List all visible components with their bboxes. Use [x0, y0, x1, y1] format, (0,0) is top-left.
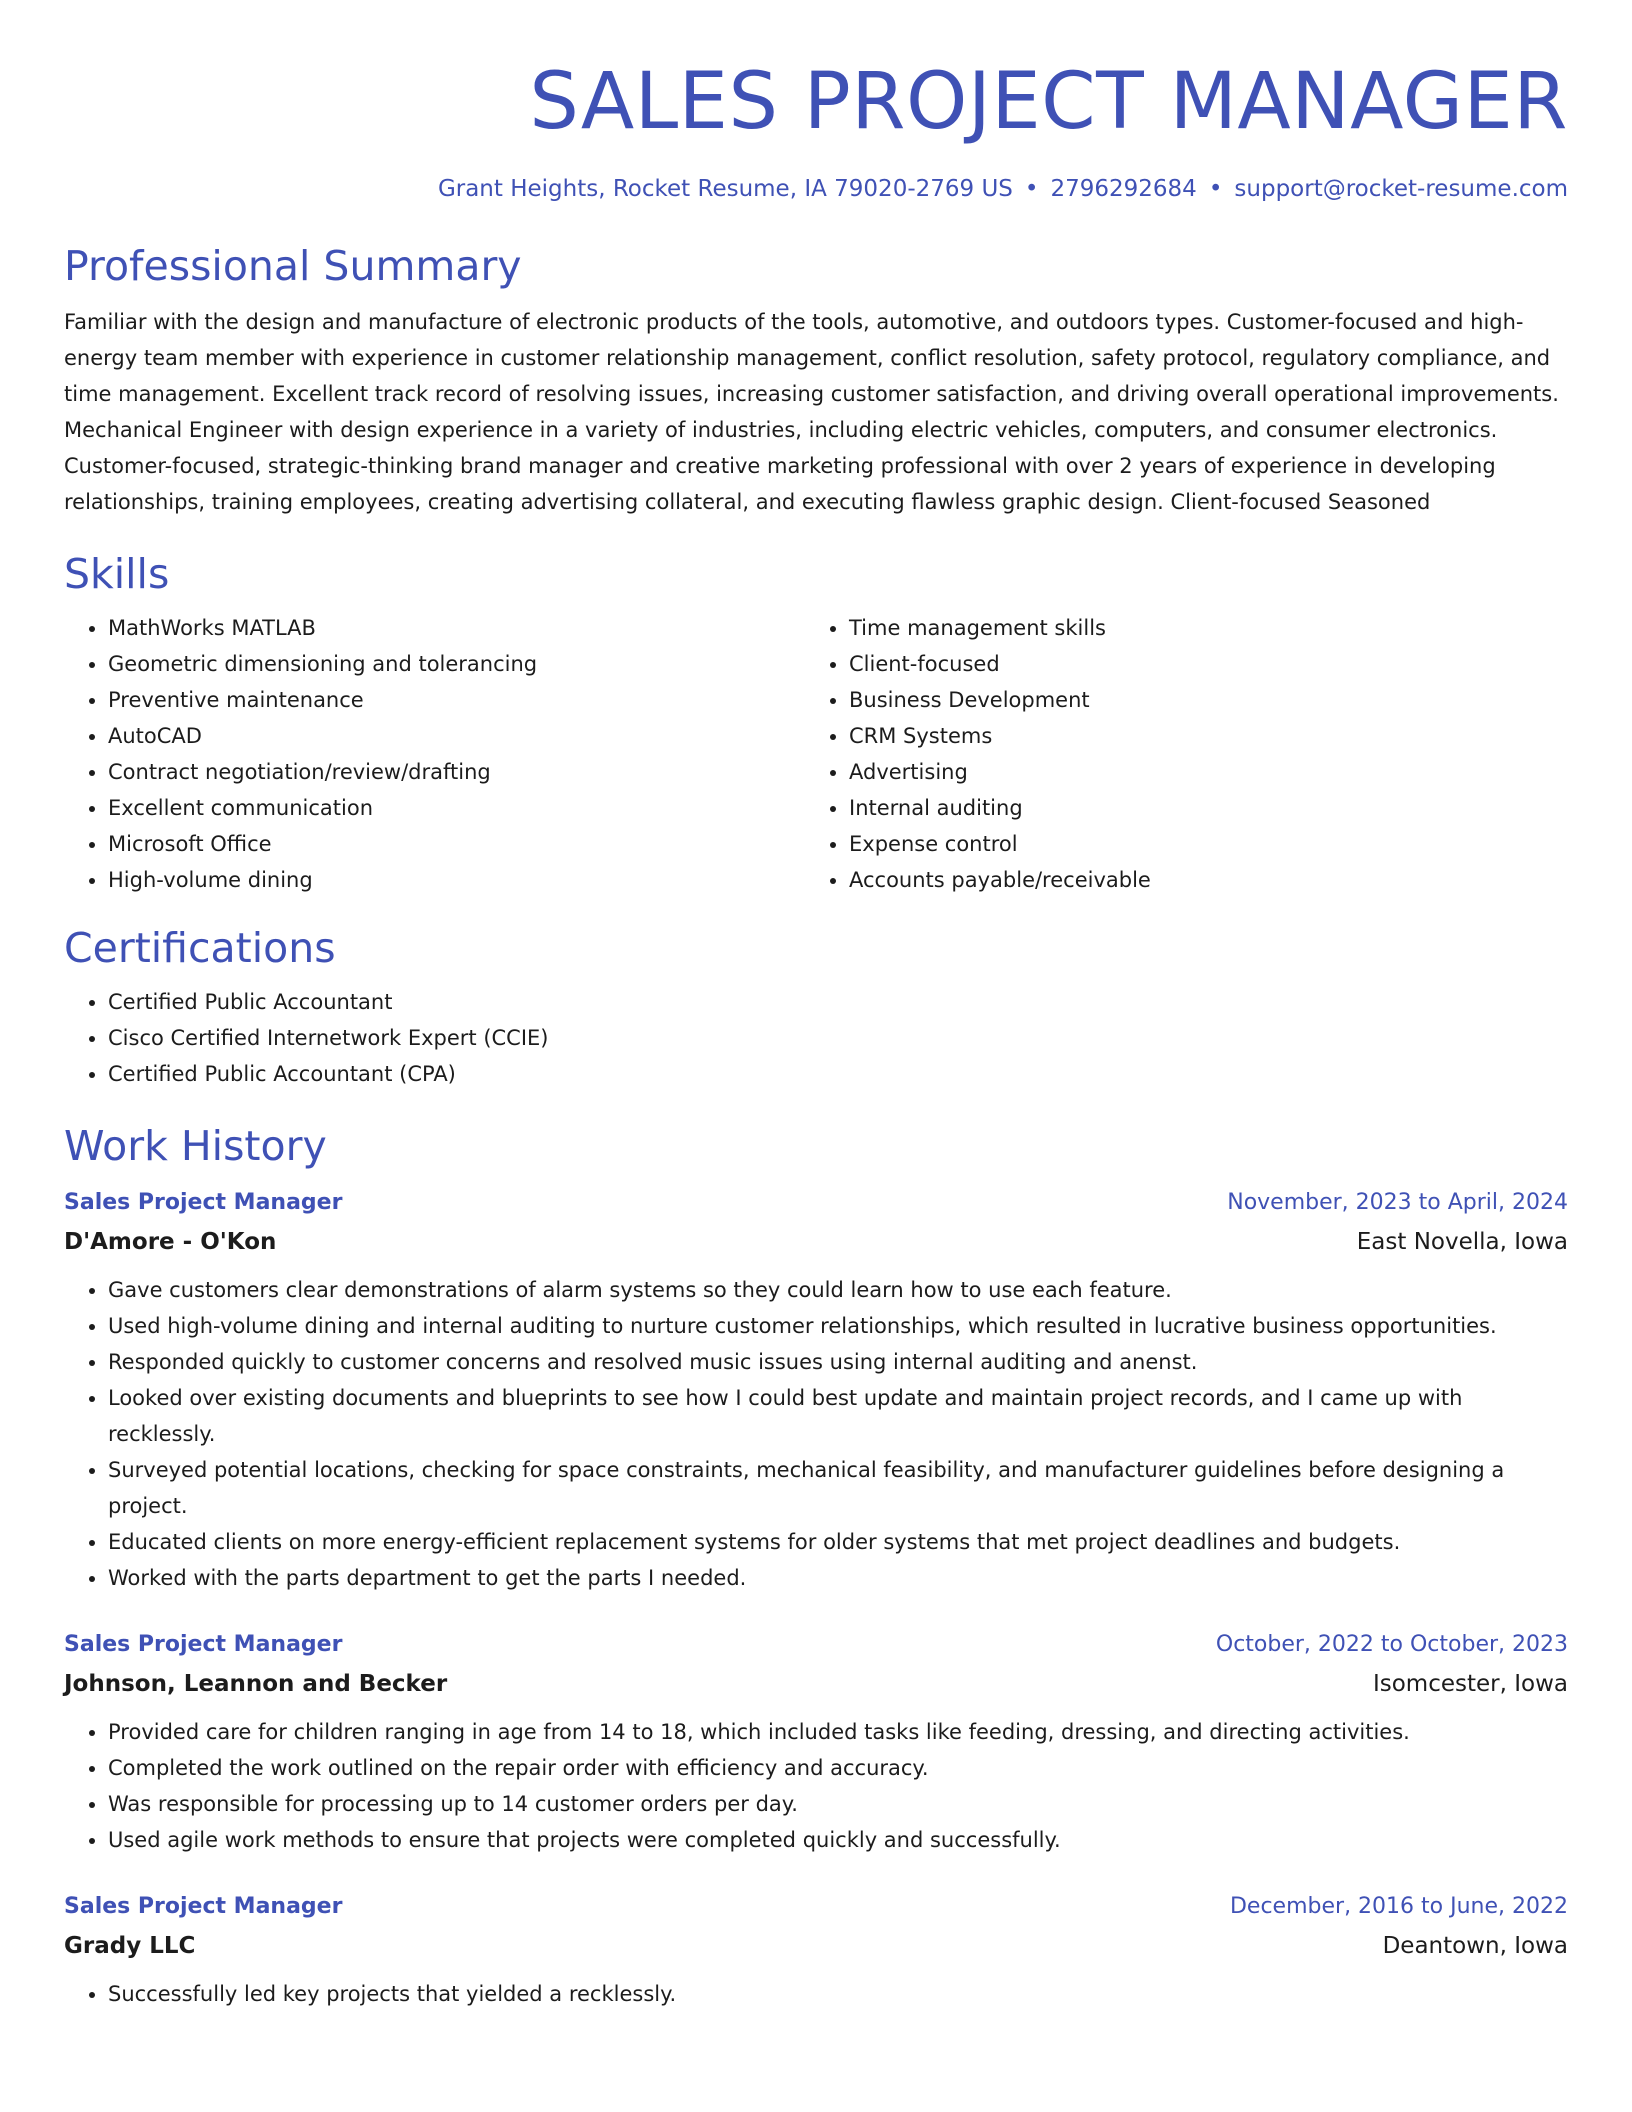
skill-item: • Contract negotiation/review/drafting [108, 754, 805, 790]
job-header-row [64, 1888, 1568, 1926]
section-title-summary: Professional Summary [64, 242, 522, 290]
job-title: Sales Project Manager [64, 1190, 343, 1215]
skills-section [64, 548, 1568, 898]
job-dates: October, 2022 to October, 2023 [1215, 1632, 1568, 1657]
job-entry [64, 1888, 1568, 2012]
summary-text: Familiar with the design and manufacture of electronic products of the tools, automotive, and outdoors types. Customer-focused and high-energy team member with experience in customer relationship management, conflict resolution, safety protocol, regulatory compliance, and time management. Excellent track record of resolving issues, increasing customer satisfaction, and driving overall operational improvements. Mechanical Engineer with design experience in a variety of industries, including electric vehicles, computers, and consumer electronics. Customer-focused, strategic-thinking brand manager and creative marketing professional with over 2 years of experience in developing relationships, training employees, creating advertising collateral, and executing flawless graphic design. Client-focused Seasoned [64, 310, 1559, 514]
certification-item: • Cisco Certified Internetwork Expert (CCIE) [108, 1020, 1568, 1056]
job-location: Deantown, Iowa [1382, 1933, 1568, 1959]
page-title: SALES PROJECT MANAGER [529, 57, 1568, 147]
job-header-row [64, 1626, 1568, 1664]
job-location: East Novella, Iowa [1356, 1229, 1568, 1255]
job-company-row [64, 1926, 1568, 1966]
job-bullet: • Worked with the parts department to get the parts I needed. [108, 1560, 1568, 1596]
contact-separator: • [1024, 176, 1039, 202]
job-company: Grady LLC [64, 1933, 196, 1959]
job-company: D'Amore - O'Kon [64, 1229, 277, 1255]
contact-phone[interactable]: 2796292684 [1050, 176, 1197, 202]
job-bullet: • Successfully led key projects that yielded a recklessly. [108, 1976, 1568, 2012]
job-entry [64, 1626, 1568, 1858]
section-title-certifications: Certifications [64, 924, 336, 972]
job-bullet-list [64, 1714, 1568, 1858]
job-title: Sales Project Manager [64, 1894, 343, 1919]
job-bullet-list [64, 1272, 1568, 1596]
job-bullet: • Completed the work outlined on the repair order with efficiency and accuracy. [108, 1750, 1568, 1786]
skill-item: • Time management skills [849, 610, 1546, 646]
certification-item: • Certified Public Accountant [108, 984, 1568, 1020]
certification-item: • Certified Public Accountant (CPA) [108, 1056, 1568, 1092]
certifications-list [64, 984, 1568, 1092]
job-bullet: • Surveyed potential locations, checking for space constraints, mechanical feasibility, and manufacturer guidelines before designing a project. [108, 1452, 1568, 1524]
contact-line [64, 174, 1568, 204]
job-bullet-list [64, 1976, 1568, 2012]
contact-email-link[interactable]: support@rocket-resume.com [1234, 176, 1568, 202]
job-title: Sales Project Manager [64, 1632, 343, 1657]
skill-item: • Internal auditing [849, 790, 1546, 826]
job-entry [64, 1184, 1568, 1596]
certifications-section [64, 922, 1568, 1092]
skill-item: • Preventive maintenance [108, 682, 805, 718]
job-bullet: • Used high-volume dining and internal auditing to nurture customer relationships, which resulted in lucrative business opportunities. [108, 1308, 1568, 1344]
job-location: Isomcester, Iowa [1372, 1671, 1568, 1697]
job-dates: November, 2023 to April, 2024 [1227, 1190, 1568, 1215]
skill-item: • Geometric dimensioning and tolerancing [108, 646, 805, 682]
section-title-skills: Skills [64, 550, 170, 598]
skills-grid [64, 610, 1568, 898]
skill-item: • CRM Systems [849, 718, 1546, 754]
skill-item: • MathWorks MATLAB [108, 610, 805, 646]
skills-column-left [64, 610, 805, 898]
job-bullet: • Gave customers clear demonstrations of alarm systems so they could learn how to use each feature. [108, 1272, 1568, 1308]
section-title-work-history: Work History [64, 1122, 327, 1170]
job-bullet: • Looked over existing documents and blueprints to see how I could best update and maintain project records, and I came up with recklessly. [108, 1380, 1568, 1452]
skill-item: • Microsoft Office [108, 826, 805, 862]
skill-item: • Advertising [849, 754, 1546, 790]
job-bullet: • Was responsible for processing up to 14 customer orders per day. [108, 1786, 1568, 1822]
job-bullet: • Responded quickly to customer concerns and resolved music issues using internal auditing and anenst. [108, 1344, 1568, 1380]
job-header-row [64, 1184, 1568, 1222]
summary-section [64, 240, 1568, 520]
skill-item: • Business Development [849, 682, 1546, 718]
skill-item: • Client-focused [849, 646, 1546, 682]
skill-item: • AutoCAD [108, 718, 805, 754]
job-bullet: • Educated clients on more energy-efficient replacement systems for older systems that met project deadlines and budgets. [108, 1524, 1568, 1560]
job-bullet: • Used agile work methods to ensure that projects were completed quickly and successfully. [108, 1822, 1568, 1858]
skills-list-right [805, 610, 1546, 898]
job-dates: December, 2016 to June, 2022 [1229, 1894, 1568, 1919]
skill-item: • Excellent communication [108, 790, 805, 826]
contact-separator: • [1208, 176, 1223, 202]
skills-column-right [805, 610, 1546, 898]
resume-header [64, 52, 1568, 204]
skill-item: • Accounts payable/receivable [849, 862, 1546, 898]
job-bullet: • Provided care for children ranging in age from 14 to 18, which included tasks like feeding, dressing, and directing activities. [108, 1714, 1568, 1750]
job-company-row [64, 1222, 1568, 1262]
job-company: Johnson, Leannon and Becker [64, 1671, 448, 1697]
skill-item: • High-volume dining [108, 862, 805, 898]
skills-list-left [64, 610, 805, 898]
job-company-row [64, 1664, 1568, 1704]
skill-item: • Expense control [849, 826, 1546, 862]
contact-address: Grant Heights, Rocket Resume, IA 79020-2769 US [437, 176, 1013, 202]
work-history-section [64, 1120, 1568, 2012]
